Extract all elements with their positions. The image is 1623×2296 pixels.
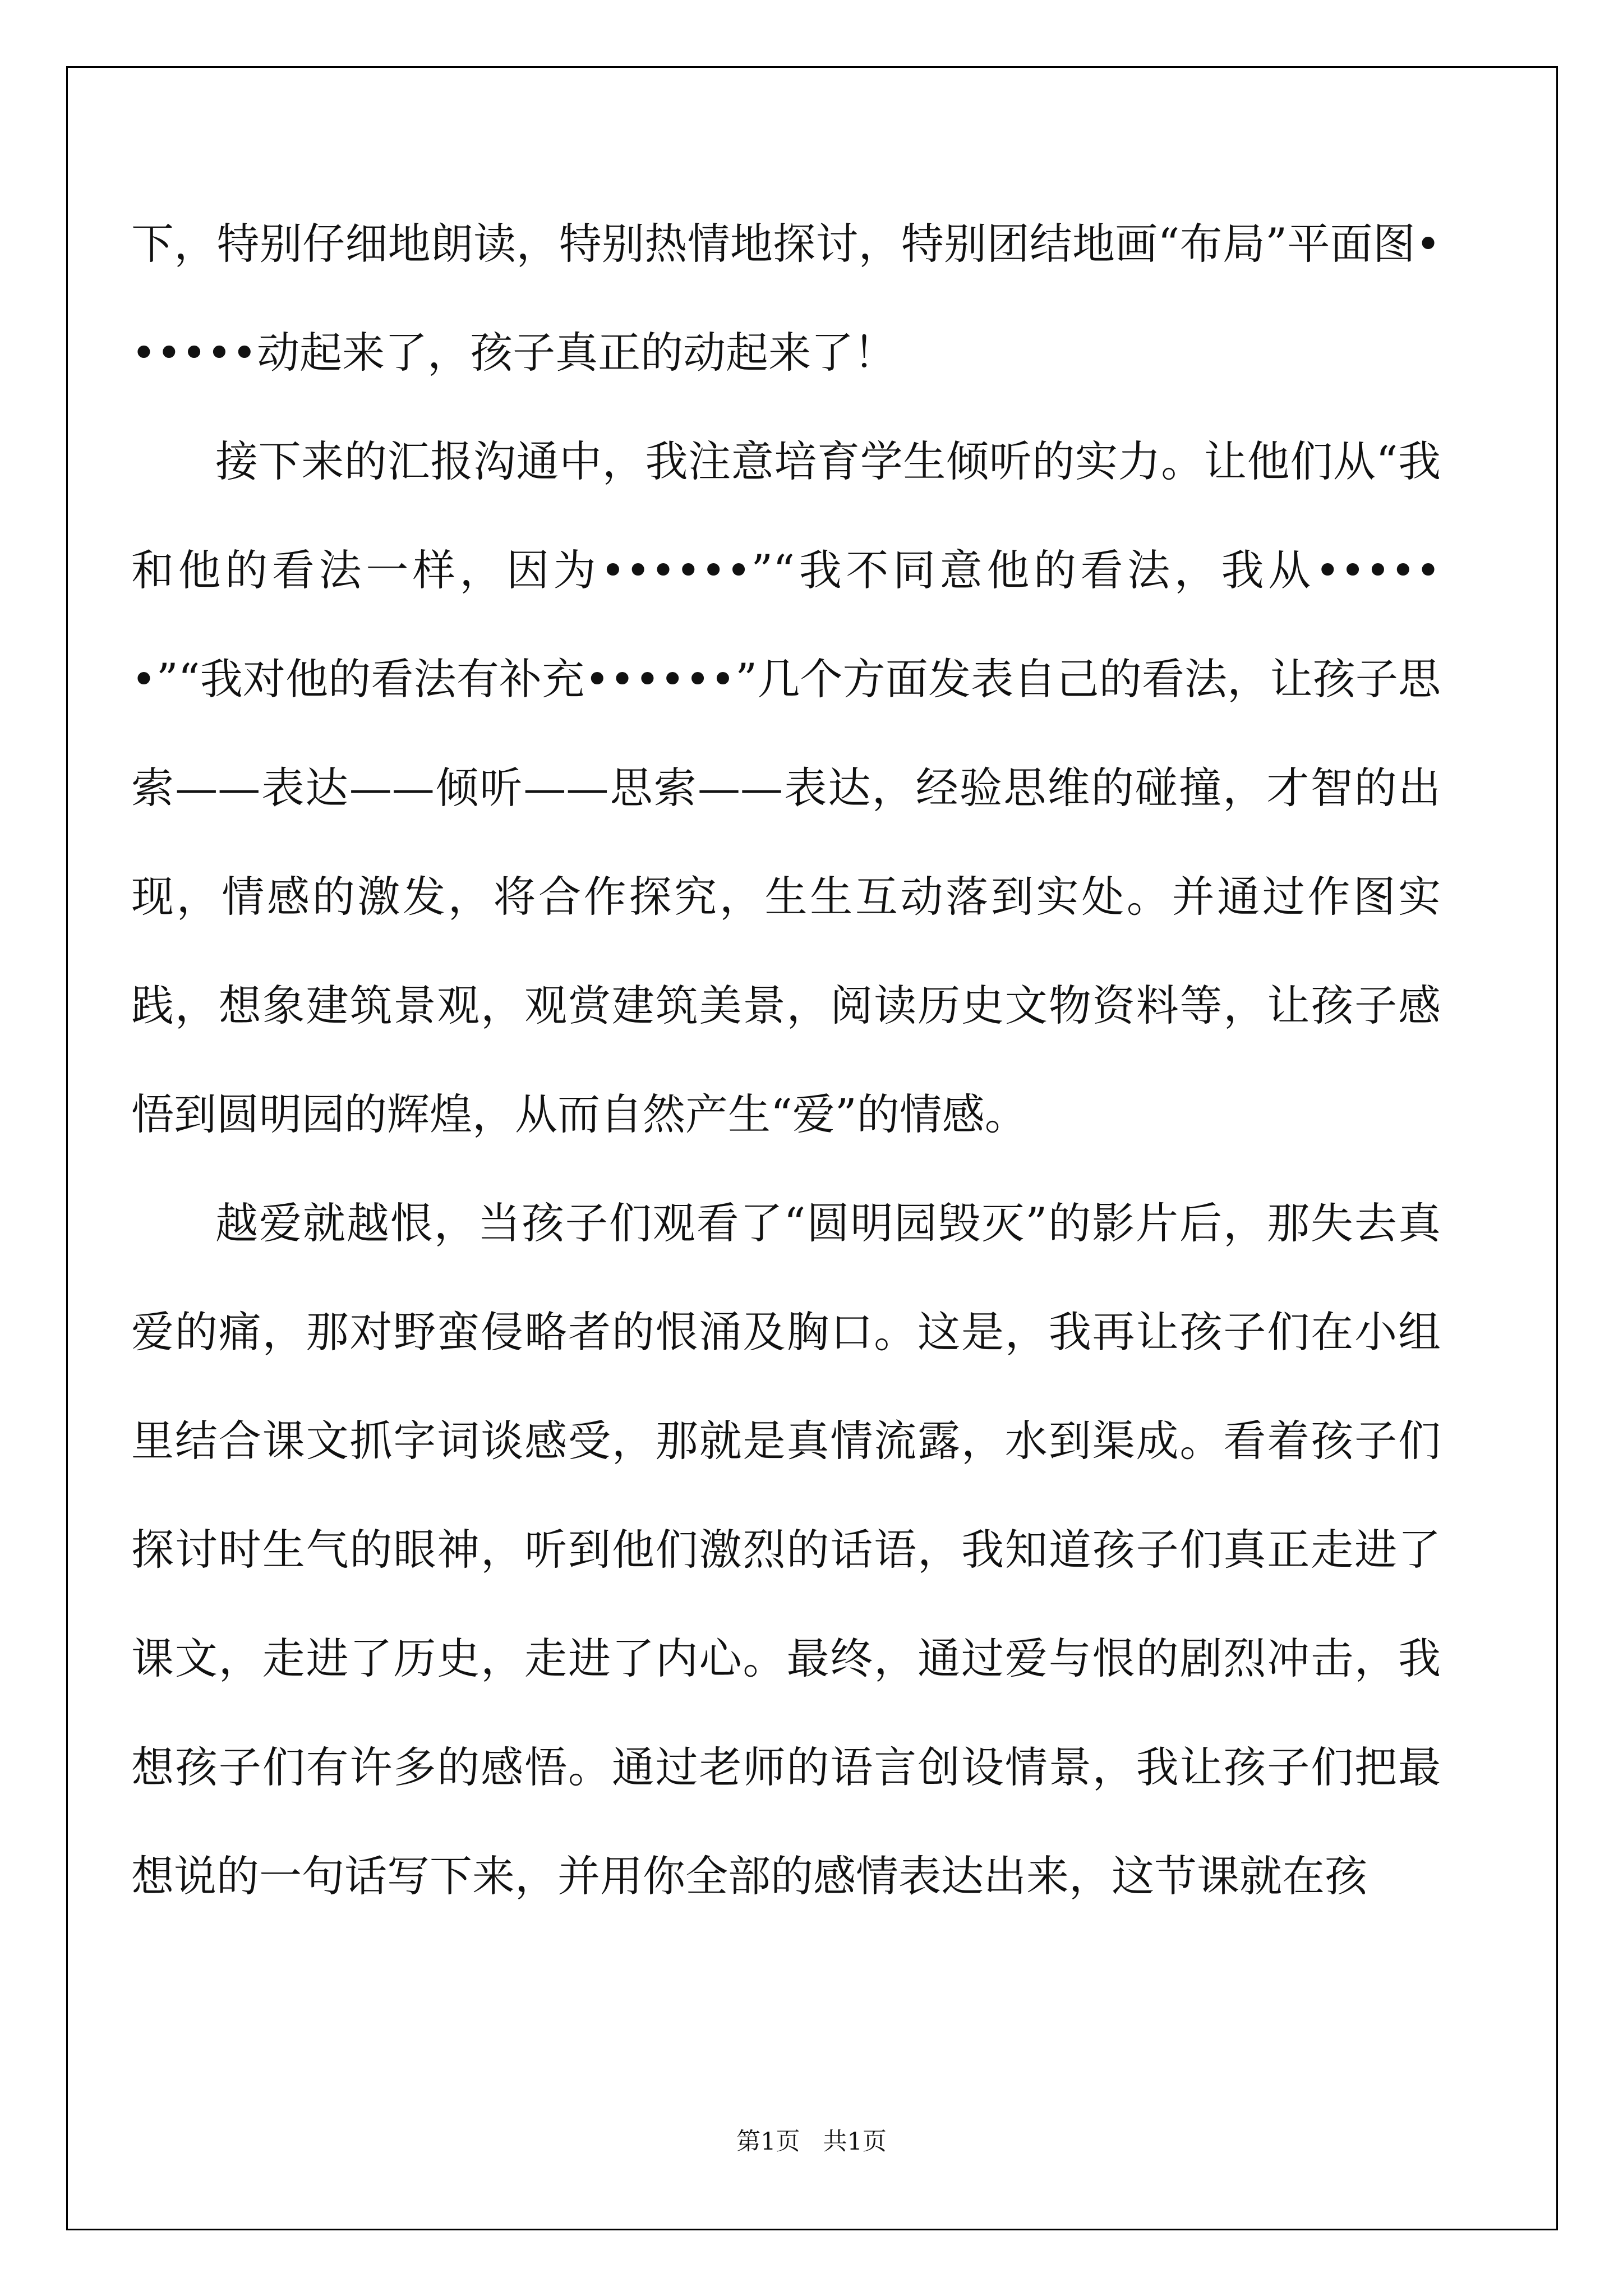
page-number-footer: 第1页 共1页	[736, 2128, 887, 2156]
paragraph-1: 下，特别仔细地朗读，特别热情地探讨，特别团结地画“布局”平面图••••••动起来了，孩子真正的动起来了！	[131, 219, 1441, 378]
paragraph-3: 越爱就越恨，当孩子们观看了“圆明园毁灭”的影片后，那失去真爱的痛，那对野蛮侵略者的恨涌及胸口。这是，我再让孩子们在小组里结合课文抓字词谈感受，那就是真情流露，水到渠成。看着孩子们探讨时生气的眼神，听到他们激烈的话语，我知道孩子们真正走进了课文，走进了历史，走进了内心。最终，通过爱与恨的剧烈冲击，我想孩子们有许多的感悟。通过老师的语言创设情景，我让孩子们把最想说的一句话写下来，并用你全部的感情表达出来，这节课就在孩	[131, 1198, 1441, 1901]
paragraph-2: 接下来的汇报沟通中，我注意培育学生倾听的实力。让他们从“我和他的看法一样，因为••••••”“我不同意他的看法，我从••••••”“我对他的看法有补充••••••”几个方面发表自己的看法，让孩子思索——表达——倾听——思索——表达，经验思维的碰撞，才智的出现，情感的激发，将合作探究，生生互动落到实处。并通过作图实践，想象建筑景观，观赏建筑美景，阅读历史文物资料等，让孩子感悟到圆明园的辉煌，从而自然产生“爱”的情感。	[131, 436, 1441, 1139]
document-body	[131, 190, 1441, 1931]
